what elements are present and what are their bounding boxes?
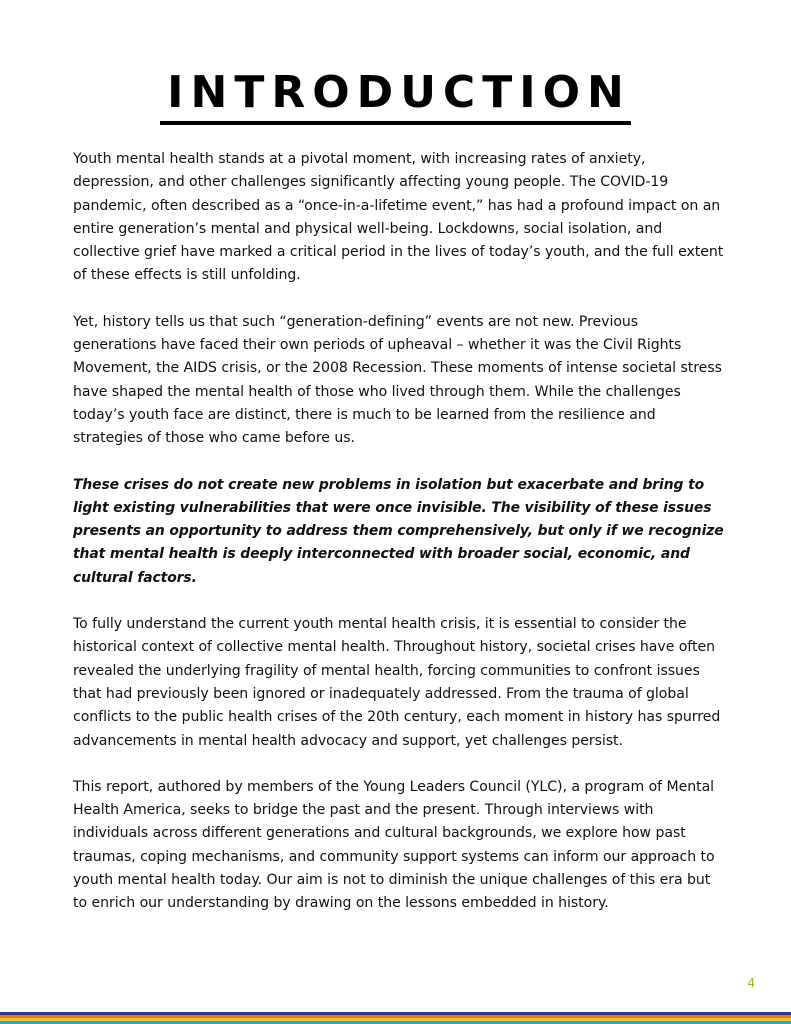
body-text xyxy=(73,148,725,939)
title-container xyxy=(0,66,791,125)
paragraph-3-emphasis: These crises do not create new problems in isolation but exacerbate and bring to light existing vulnerabilities that were once invisible. The visibility of these issues presents an opportunity to address them comprehensively, but only if we recognize that mental health is deeply interconnected with broader social, economic, and cultural factors. xyxy=(73,476,724,586)
paragraph-1: Youth mental health stands at a pivotal moment, with increasing rates of anxiety, depression, and other challenges significantly affecting young people. The COVID-19 pandemic, often described as a “once-in-a-lifetime event,” has had a profound impact on an entire generation’s mental and physical well-being. Lockdowns, social isolation, and collective grief have marked a critical period in the lives of today’s youth, and the full extent of these effects is still unfolding. xyxy=(73,151,724,284)
paragraph-5: This report, authored by members of the Young Leaders Council (YLC), a program of Mental Health America, seeks to bridge the past and the present. Through interviews with individuals across different generations and cultural backgrounds, we explore how past traumas, coping mechanisms, and community support systems can inform our approach to youth mental health today. Our aim is not to diminish the unique challenges of this era but to enrich our understanding by drawing on the lessons embedded in history. xyxy=(73,778,715,912)
page-title: INTRODUCTION xyxy=(160,66,631,125)
paragraph-4: To fully understand the current youth mental health crisis, it is essential to consider the historical context of collective mental health. Throughout history, societal crises have often revealed the underlying fragility of mental health, forcing communities to confront issues that had previously been ignored or inadequately addressed. From the trauma of global conflicts to the public health crises of the 20th century, each moment in history has spurred advancements in mental health advocacy and support, yet challenges persist. xyxy=(73,616,721,749)
paragraph-2: Yet, history tells us that such “generation-defining” events are not new. Previous generations have faced their own periods of upheaval – whether it was the Civil Rights Movement, the AIDS crisis, or the 2008 Recession. These moments of intense societal stress have shaped the mental health of those who lived through them. While the challenges today’s youth face are distinct, there is much to be learned from the resilience and strategies of those who came before us. xyxy=(73,313,722,447)
page-number: 4 xyxy=(747,976,755,990)
footer-stripes xyxy=(0,1012,791,1024)
